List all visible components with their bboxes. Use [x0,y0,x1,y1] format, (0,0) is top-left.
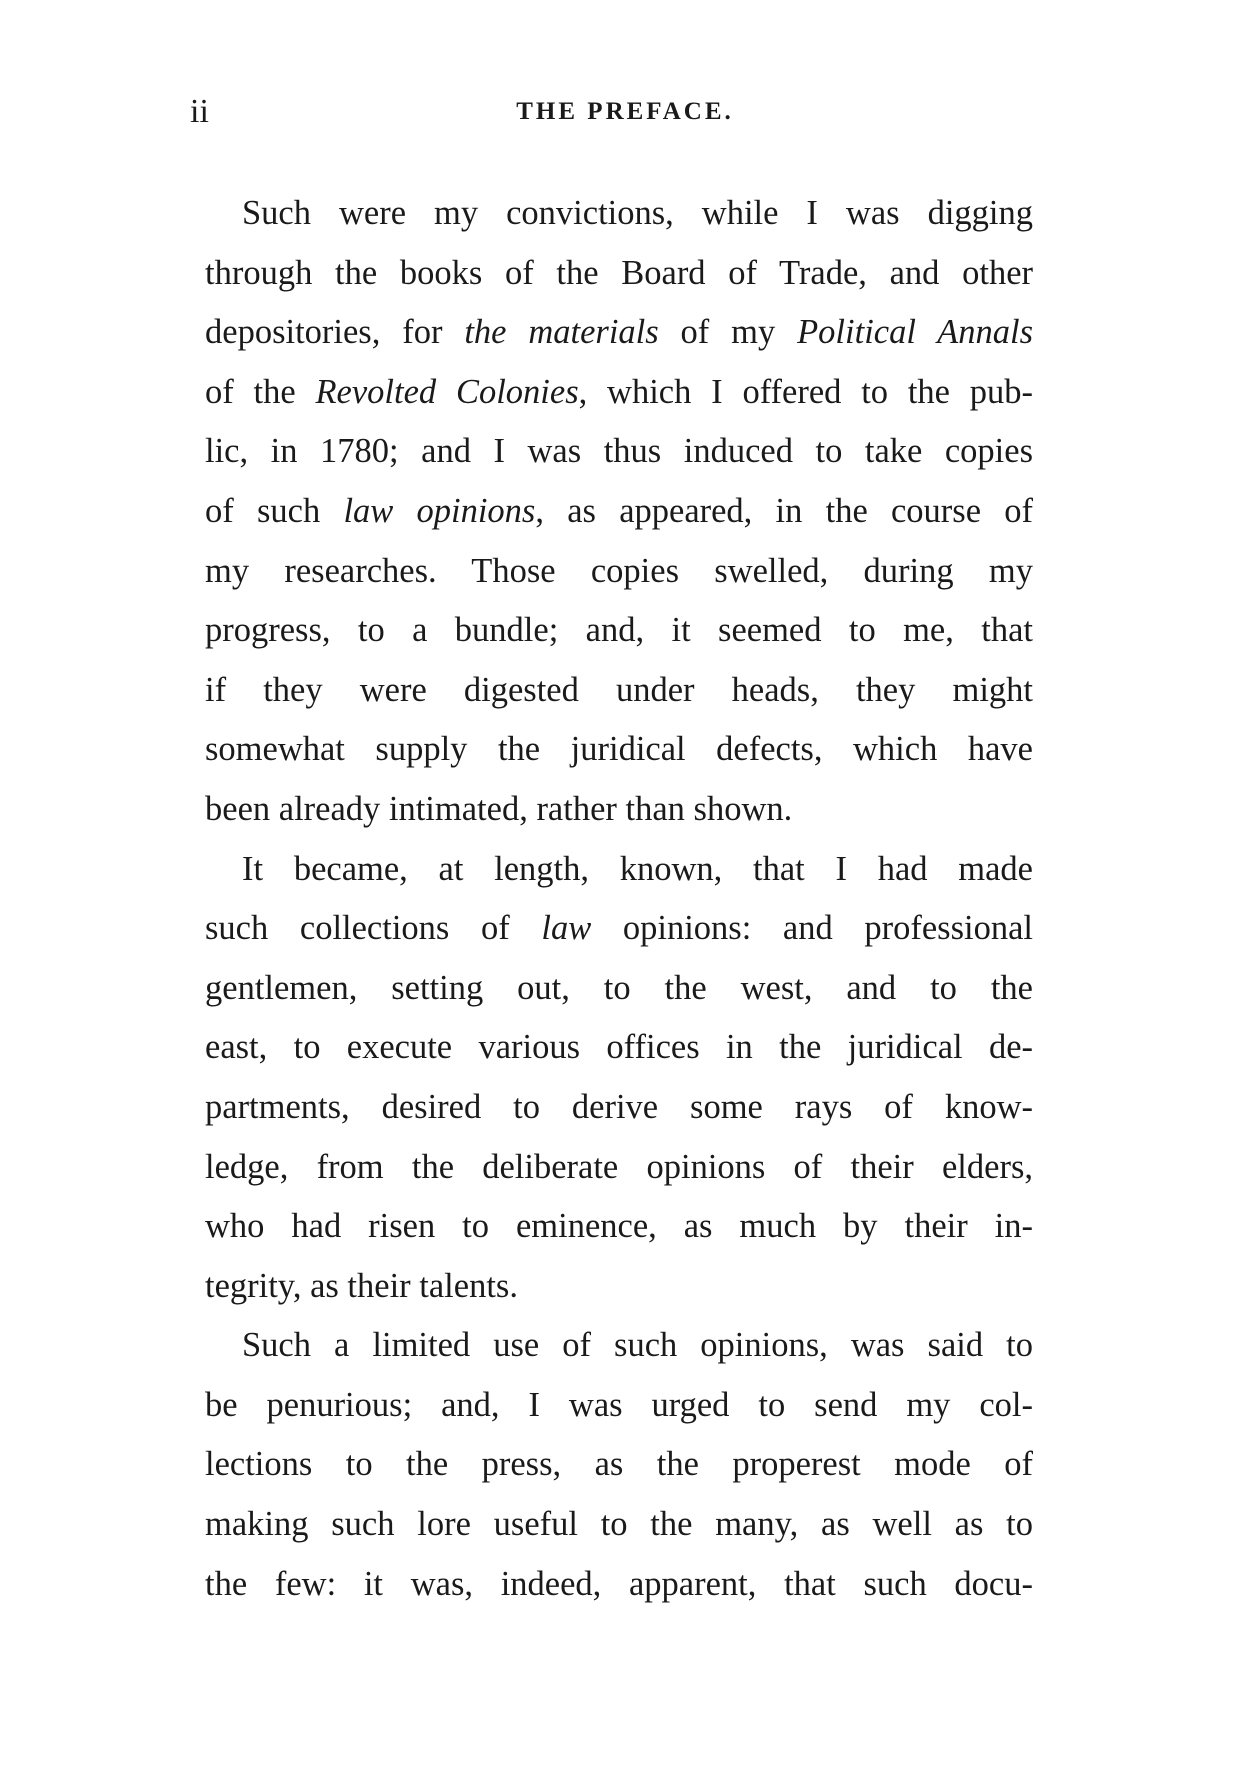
text-line: lections to the press, as the properest mode of [205,1445,1033,1484]
text-line: my researches. Those copies swelled, during my [205,551,1033,590]
italic-text: Political Annals [797,313,1034,352]
text-line: ledge, from the deliberate opinions of their elders, [205,1147,1033,1186]
italic-text: law [541,909,592,948]
text-line: partments, desired to derive some rays of know- [205,1087,1033,1126]
text-line: depositories, for the materials of my Political Annals [205,313,1034,352]
text-line: It became, at length, known, that I had made [242,849,1033,888]
text-line: making such lore useful to the many, as well as to [205,1505,1033,1544]
text-line: the few: it was, indeed, apparent, that such docu- [205,1564,1033,1603]
body-text [205,184,1033,1614]
text-line: if they were digested under heads, they might [205,670,1033,709]
text-line: be penurious; and, I was urged to send my col- [205,1385,1033,1424]
text-line: somewhat supply the juridical defects, which have [205,730,1033,769]
text-line: east, to execute various offices in the juridical de- [205,1028,1033,1067]
text-line: lic, in 1780; and I was thus induced to take copies [205,432,1033,471]
text-line: gentlemen, setting out, to the west, and to the [205,968,1033,1007]
text-line: through the books of the Board of Trade, and other [205,253,1033,292]
paragraph [205,184,1033,840]
text-line: tegrity, as their talents. [205,1266,518,1305]
paragraph [205,1316,1033,1614]
paragraph [205,840,1033,1317]
italic-text: Revolted Colonies [315,372,579,411]
text-line: of the Revolted Colonies, which I offered to the pub- [205,372,1034,411]
running-title: THE PREFACE. [516,98,734,125]
page-number: ii [190,93,209,130]
italic-text: law opinions [343,491,536,530]
text-line: been already intimated, rather than shown. [205,789,793,828]
text-line: of such law opinions, as appeared, in the course of [205,491,1033,530]
italic-text: the materials [464,313,659,352]
text-line: Such a limited use of such opinions, was said to [242,1326,1033,1365]
text-line: progress, to a bundle; and, it seemed to me, that [205,611,1033,650]
text-line: who had risen to eminence, as much by their in- [205,1207,1033,1246]
page-header [190,92,1060,132]
text-line: such collections of law opinions: and professional [205,909,1034,948]
text-line: Such were my convictions, while I was digging [242,194,1033,232]
